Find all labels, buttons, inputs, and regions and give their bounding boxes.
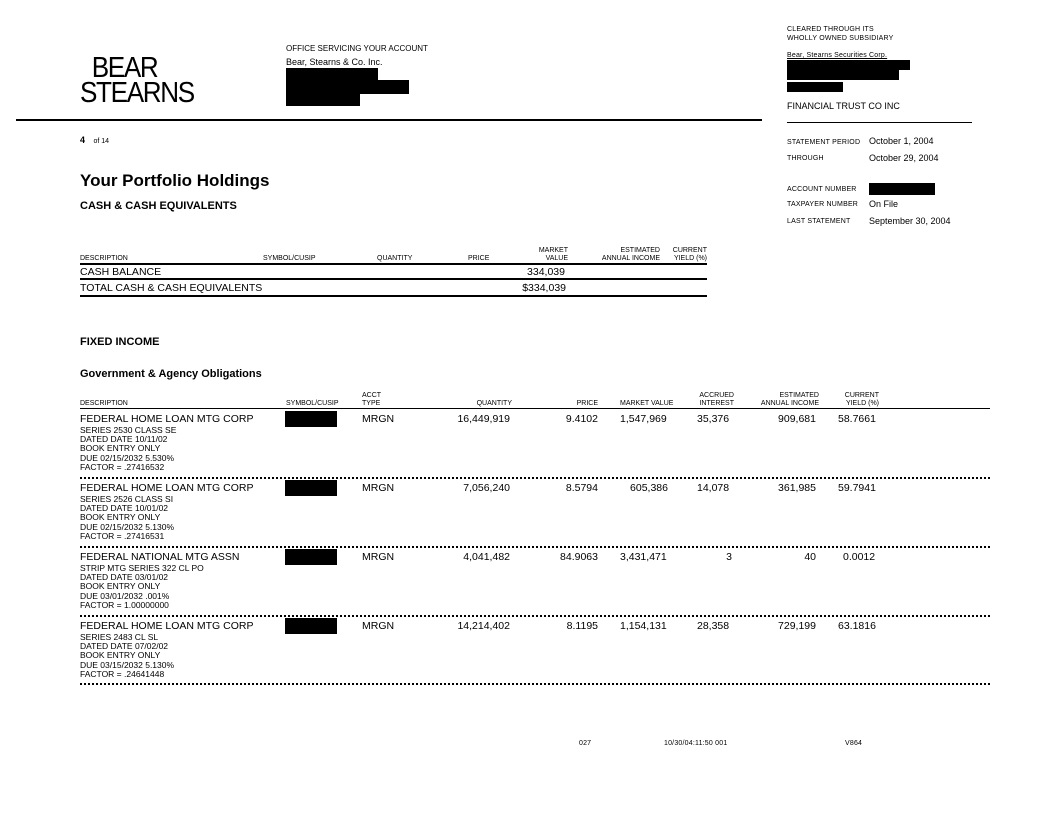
row-separator: [80, 615, 990, 617]
last-statement-value: September 30, 2004: [869, 216, 951, 226]
fi-header-income-1: ESTIMATED: [779, 392, 819, 399]
redacted-account-number: [869, 183, 935, 195]
cash-header-market-value-1: MARKET: [538, 247, 568, 254]
row-accrued: 35,376: [697, 413, 730, 425]
row-detail: BOOK ENTRY ONLY: [80, 650, 161, 661]
redacted-address-3: [286, 94, 360, 106]
cash-header-income-1: ESTIMATED: [620, 247, 660, 254]
row-price: 8.1195: [566, 620, 598, 632]
row-quantity: 16,449,919: [457, 413, 510, 425]
row-detail: DUE 03/01/2032 .001%: [80, 590, 170, 601]
cash-header-price: PRICE: [468, 255, 490, 262]
row-detail: SERIES 2530 CLASS SE: [80, 425, 177, 435]
row-quantity: 4,041,482: [463, 551, 510, 563]
last-statement-label: LAST STATEMENT: [787, 218, 851, 225]
row-quantity: 14,214,402: [457, 620, 510, 632]
fixed-income-subtitle: Government & Agency Obligations: [80, 368, 262, 380]
fi-header-description: DESCRIPTION: [80, 400, 128, 407]
cash-header-income: [590, 247, 660, 263]
cash-total-value: $334,039: [522, 282, 566, 294]
header-rule-right: [787, 122, 972, 123]
redacted-clearing-3: [787, 82, 843, 92]
row-income: 909,681: [778, 413, 816, 425]
row-detail: DUE 03/15/2032 5.130%: [80, 659, 175, 670]
period-value: October 1, 2004: [869, 136, 934, 146]
office-name: Bear, Stearns & Co. Inc.: [286, 57, 383, 67]
row-accrued: 14,078: [697, 482, 730, 494]
fi-header-symbol: SYMBOL/CUSIP: [286, 400, 339, 407]
row-income: 729,199: [778, 620, 816, 632]
cash-header-market-value: [518, 247, 568, 263]
cash-header-rule: [80, 263, 707, 265]
row-accrued: 3: [726, 551, 732, 563]
cash-total-rule: [80, 295, 707, 297]
fi-header-accrued-2: INTEREST: [699, 400, 734, 407]
row-market-value: 1,154,131: [620, 620, 667, 632]
row-detail: SERIES 2483 CL SL: [80, 632, 159, 642]
row-detail: SERIES 2526 CLASS SI: [80, 494, 174, 504]
row-details: [80, 633, 174, 679]
row-separator: [80, 683, 990, 685]
row-quantity: 7,056,240: [463, 482, 510, 494]
row-yield: 58.7661: [838, 413, 876, 425]
row-acct-type: MRGN: [362, 551, 395, 563]
row-description: FEDERAL NATIONAL MTG ASSN: [80, 551, 240, 563]
fi-header-acct: [362, 392, 381, 408]
fi-header-quantity: QUANTITY: [476, 400, 512, 407]
row-market-value: 1,547,969: [620, 413, 667, 425]
taxpayer-value: On File: [869, 199, 899, 209]
row-detail: DUE 02/15/2032 5.130%: [80, 521, 175, 532]
fixed-income-title: FIXED INCOME: [80, 336, 160, 348]
row-details: [80, 564, 204, 610]
page-number: 4: [80, 135, 86, 145]
row-detail: BOOK ENTRY ONLY: [80, 512, 161, 523]
row-description: FEDERAL HOME LOAN MTG CORP: [80, 620, 254, 632]
fi-header-market-value: MARKET VALUE: [620, 400, 674, 407]
redacted-cusip: [285, 480, 337, 496]
row-separator: [80, 546, 990, 548]
footer-version: V864: [845, 740, 863, 747]
row-yield: 63.1816: [838, 620, 876, 632]
fi-header-yield-1: CURRENT: [844, 392, 879, 399]
footer-code: 027: [579, 740, 592, 747]
redacted-address-2: [286, 80, 409, 94]
cash-header-symbol: SYMBOL/CUSIP: [263, 255, 316, 262]
redacted-address-1: [286, 68, 378, 80]
row-detail: DATED DATE 03/01/02: [80, 572, 169, 583]
row-price: 8.5794: [565, 482, 598, 494]
row-acct-type: MRGN: [362, 482, 395, 494]
fi-header-yield-2: YIELD (%): [845, 400, 879, 407]
row-detail: STRIP MTG SERIES 322 CL PO: [80, 563, 204, 573]
redacted-clearing-1: [787, 60, 910, 70]
fi-header-income: [755, 392, 819, 408]
redacted-clearing-2: [787, 70, 899, 80]
cash-balance-label: CASH BALANCE: [80, 266, 162, 278]
page-indicator: [80, 130, 109, 148]
cash-section-title: CASH & CASH EQUIVALENTS: [80, 200, 237, 212]
row-separator: [80, 477, 990, 479]
row-detail: BOOK ENTRY ONLY: [80, 581, 161, 592]
row-yield: 59.7941: [838, 482, 876, 494]
fi-header-rule: [80, 408, 990, 409]
row-detail: BOOK ENTRY ONLY: [80, 443, 161, 454]
row-price: 84.9063: [560, 551, 598, 563]
cash-header-yield-1: CURRENT: [672, 247, 707, 254]
cash-balance-rule: [80, 278, 707, 280]
header-rule-left: [16, 119, 762, 121]
row-income: 361,985: [778, 482, 816, 494]
row-income: 40: [804, 551, 816, 563]
through-label: THROUGH: [787, 155, 824, 162]
row-yield: 0.0012: [843, 551, 876, 563]
row-description: FEDERAL HOME LOAN MTG CORP: [80, 413, 254, 425]
clearing-firm-name: Bear, Stearns Securities Corp.: [787, 52, 888, 59]
logo-line-2: STEARNS: [80, 77, 194, 109]
clearing-line-1: CLEARED THROUGH ITS: [787, 26, 874, 33]
row-market-value: 605,386: [630, 482, 668, 494]
row-accrued: 28,358: [697, 620, 730, 632]
row-detail: DATED DATE 10/11/02: [80, 434, 168, 445]
redacted-cusip: [285, 549, 337, 565]
row-price: 9.4102: [565, 413, 598, 425]
logo-line-1: BEAR: [91, 52, 158, 84]
row-acct-type: MRGN: [362, 620, 395, 632]
row-detail: DATED DATE 10/01/02: [80, 503, 169, 514]
cash-header-description: DESCRIPTION: [80, 255, 128, 262]
redacted-cusip: [285, 618, 337, 634]
trust-name: FINANCIAL TRUST CO INC: [787, 101, 900, 111]
account-label: ACCOUNT NUMBER: [787, 186, 857, 193]
row-detail: FACTOR = .27416531: [80, 530, 165, 541]
fi-header-accrued-1: ACCRUED: [699, 392, 734, 399]
bear-stearns-logo: [80, 52, 194, 109]
through-value: October 29, 2004: [869, 153, 939, 163]
footer-timestamp: 10/30/04:11:50 001: [664, 740, 728, 747]
redacted-cusip: [285, 411, 337, 427]
fi-header-accrued: [690, 392, 734, 408]
row-description: FEDERAL HOME LOAN MTG CORP: [80, 482, 254, 494]
row-details: [80, 426, 176, 472]
fi-header-acct-2: TYPE: [362, 400, 381, 407]
fi-header-income-2: ANNUAL INCOME: [760, 400, 819, 407]
period-label: STATEMENT PERIOD: [787, 139, 861, 146]
taxpayer-label: TAXPAYER NUMBER: [787, 201, 859, 208]
row-detail: FACTOR = .24641448: [80, 668, 165, 679]
row-market-value: 3,431,471: [620, 551, 667, 563]
cash-balance-value: 334,039: [527, 266, 565, 278]
cash-header-yield-2: YIELD (%): [673, 255, 707, 262]
office-label: OFFICE SERVICING YOUR ACCOUNT: [286, 44, 428, 53]
fi-header-price: PRICE: [576, 400, 598, 407]
cash-header-income-2: ANNUAL INCOME: [601, 255, 660, 262]
cash-header-market-value-2: VALUE: [545, 255, 568, 262]
cash-header-quantity: QUANTITY: [377, 255, 413, 262]
page-of: of 14: [93, 138, 110, 145]
clearing-line-2: WHOLLY OWNED SUBSIDIARY: [787, 35, 894, 42]
cash-header-yield: [665, 247, 707, 263]
portfolio-title: Your Portfolio Holdings: [80, 171, 270, 190]
row-acct-type: MRGN: [362, 413, 395, 425]
row-details: [80, 495, 174, 541]
fi-header-acct-1: ACCT: [362, 392, 382, 399]
row-detail: DUE 02/15/2032 5.530%: [80, 452, 175, 463]
row-detail: DATED DATE 07/02/02: [80, 641, 169, 652]
row-detail: FACTOR = 1.00000000: [80, 599, 169, 610]
fi-header-yield: [838, 392, 879, 408]
cash-total-label: TOTAL CASH & CASH EQUIVALENTS: [80, 282, 263, 294]
row-detail: FACTOR = .27416532: [80, 461, 165, 472]
